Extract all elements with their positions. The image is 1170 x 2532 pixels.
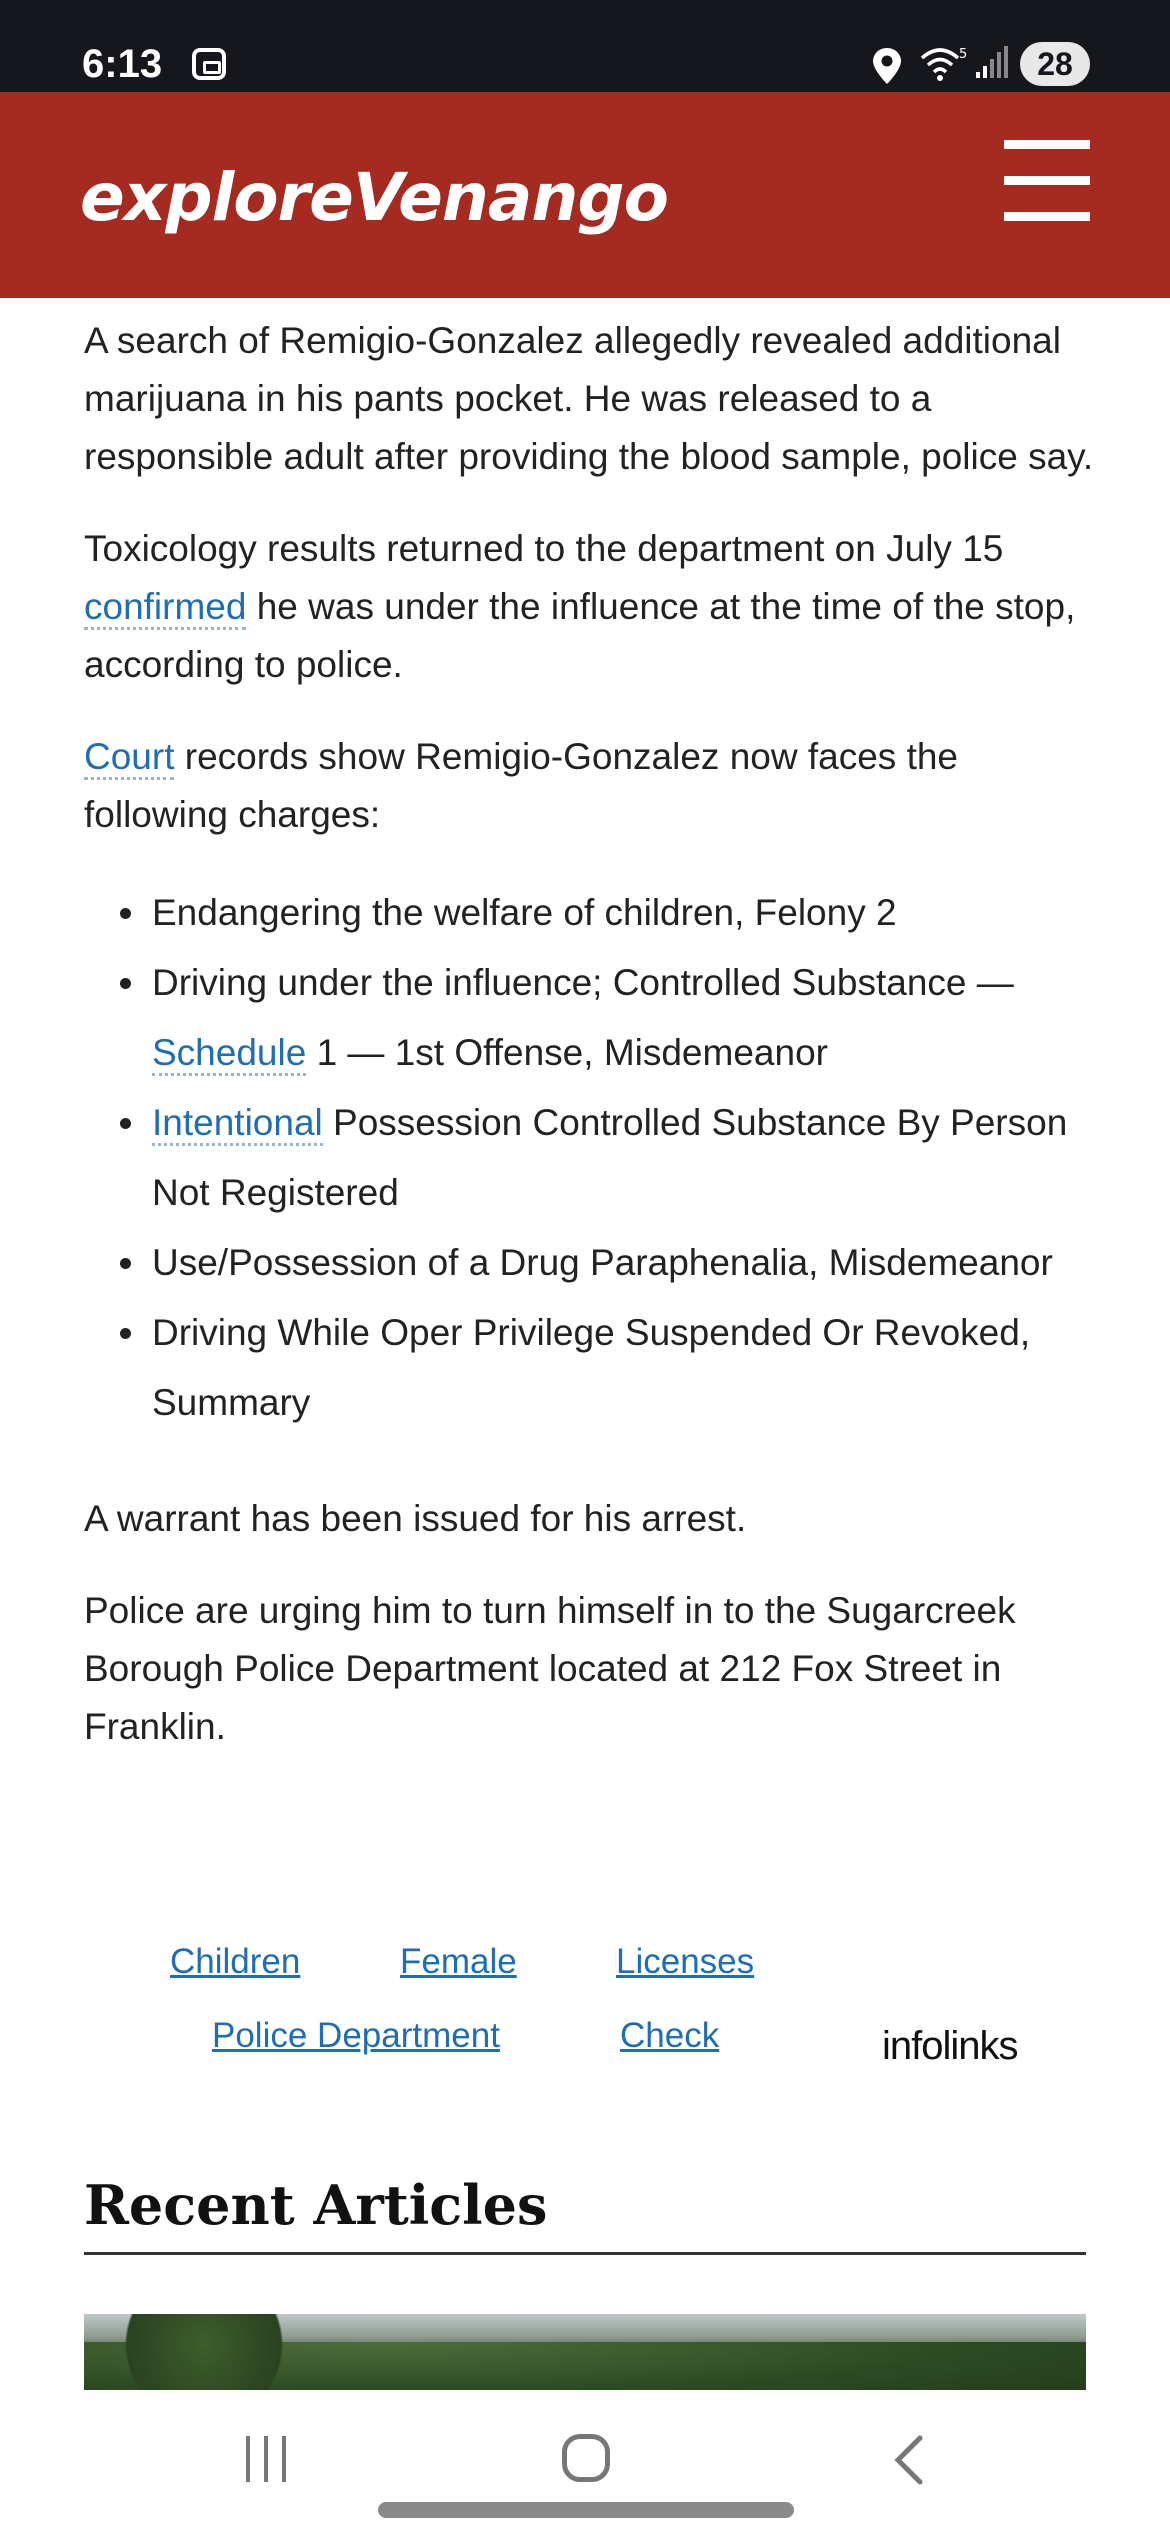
- list-item: Endangering the welfare of children, Felony 2: [84, 878, 1094, 948]
- tag-female[interactable]: Female: [400, 1942, 517, 1981]
- screenshot-icon: [192, 48, 226, 80]
- text-span: Toxicology results returned to the department on July 15: [84, 528, 1004, 569]
- charges-list: [84, 878, 1094, 1438]
- status-time: 6:13: [82, 42, 163, 86]
- back-icon[interactable]: [884, 2432, 934, 2488]
- system-nav-bar: [0, 2390, 1170, 2532]
- home-icon[interactable]: [562, 2434, 610, 2482]
- wifi-icon: [918, 44, 970, 84]
- svg-text:5: 5: [959, 47, 968, 62]
- article-body: [84, 312, 1094, 1790]
- inline-link-confirmed[interactable]: confirmed: [84, 586, 246, 630]
- location-icon: [870, 46, 904, 86]
- tag-police-department[interactable]: Police Department: [212, 2016, 500, 2055]
- status-bar: [0, 0, 1170, 92]
- thumbnail-tree: [104, 2314, 304, 2390]
- divider: [84, 2252, 1086, 2255]
- text-span: records show Remigio-Gonzalez now faces the following charges:: [84, 736, 959, 835]
- site-logo[interactable]: exploreVenango: [80, 159, 668, 236]
- infolinks-logo[interactable]: infolinks: [882, 2024, 1018, 2068]
- battery-icon: 28: [1020, 42, 1090, 86]
- text-span: 1 — 1st Offense, Misdemeanor: [306, 1032, 828, 1073]
- site-header: [0, 92, 1170, 298]
- text-span: he was under the influence at the time of the stop, according to police.: [84, 586, 1076, 685]
- list-item: [84, 1088, 1094, 1228]
- tag-check[interactable]: Check: [620, 2016, 720, 2055]
- tag-children[interactable]: Children: [170, 1942, 301, 1981]
- article-paragraph: [84, 728, 1094, 844]
- list-item: [84, 948, 1094, 1088]
- recent-article-thumbnail[interactable]: [84, 2314, 1086, 2390]
- text-span: Possession Controlled Substance By Person Not Registered: [152, 1102, 1068, 1213]
- signal-icon: [974, 46, 1008, 80]
- hamburger-menu-icon[interactable]: [1004, 130, 1090, 230]
- gesture-handle[interactable]: [378, 2502, 794, 2518]
- inline-link-intentional[interactable]: Intentional: [152, 1102, 323, 1146]
- article-paragraph: [84, 520, 1094, 694]
- inline-link-schedule[interactable]: Schedule: [152, 1032, 306, 1076]
- article-paragraph: A warrant has been issued for his arrest.: [84, 1498, 747, 1539]
- related-tags: [0, 1942, 1170, 2092]
- inline-link-court[interactable]: Court: [84, 736, 174, 780]
- article-paragraph: Police are urging him to turn himself in to the Sugarcreek Borough Police Department located at 212 Fox Street in Franklin.: [84, 1590, 1016, 1747]
- list-item: Use/Possession of a Drug Paraphenalia, Misdemeanor: [84, 1228, 1094, 1298]
- list-item: Driving While Oper Privilege Suspended Or Revoked, Summary: [84, 1298, 1094, 1438]
- article-paragraph: A search of Remigio-Gonzalez allegedly revealed additional marijuana in his pants pocket. He was released to a responsible adult after providing the blood sample, police say.: [84, 320, 1094, 477]
- recent-articles-heading: Recent Articles: [84, 2173, 548, 2237]
- tag-licenses[interactable]: Licenses: [616, 1942, 755, 1981]
- recent-apps-icon[interactable]: [244, 2436, 288, 2482]
- text-span: Driving under the influence; Controlled Substance —: [152, 962, 1014, 1003]
